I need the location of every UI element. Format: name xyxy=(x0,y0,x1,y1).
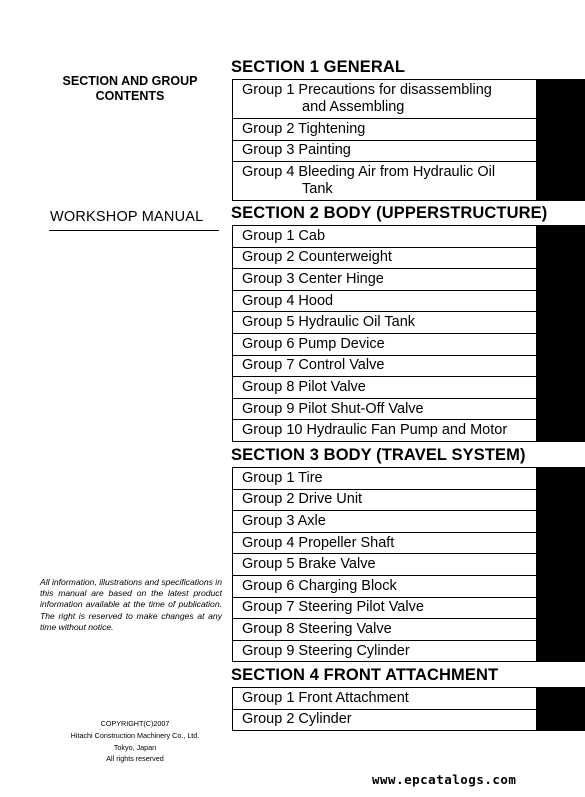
section-tab xyxy=(536,311,585,334)
section-4-heading: SECTION 4 FRONT ATTACHMENT xyxy=(231,666,499,684)
section-tab xyxy=(536,161,585,201)
workshop-manual-title: WORKSHOP MANUAL xyxy=(50,209,204,225)
group-label: Group 3 Center Hinge xyxy=(242,270,384,287)
group-row[interactable] xyxy=(232,140,585,163)
group-label: Group 5 Hydraulic Oil Tank xyxy=(242,314,416,331)
group-row[interactable] xyxy=(232,709,585,732)
section-tab xyxy=(536,640,585,663)
section-tab xyxy=(536,532,585,555)
group-label: Group 7 Control Valve xyxy=(242,357,385,374)
group-label: Group 1 Tire xyxy=(242,469,323,486)
group-label: Group 4 Hood xyxy=(242,292,334,309)
group-label: Group 8 Steering Valve xyxy=(242,620,392,637)
group-row[interactable] xyxy=(232,376,585,399)
group-label: Group 9 Pilot Shut-Off Valve xyxy=(242,400,424,417)
section-tab xyxy=(536,118,585,141)
disclaimer-text: All information, illustrations and specifications in this manual are based on the latest product information available at the time of publication. The right is reserved to make changes at any time without notice. xyxy=(40,577,222,632)
section-tab xyxy=(536,575,585,598)
group-row[interactable] xyxy=(232,553,585,576)
left-column xyxy=(0,0,225,797)
group-row[interactable] xyxy=(232,597,585,620)
group-label: Group 3 Axle xyxy=(242,512,326,529)
group-row[interactable] xyxy=(232,355,585,378)
title-line-2: CONTENTS xyxy=(95,89,165,103)
group-row[interactable] xyxy=(232,79,585,119)
section-tab xyxy=(536,510,585,533)
group-label: Group 6 Charging Block xyxy=(242,577,397,594)
group-label: Group 6 Pump Device xyxy=(242,335,385,352)
section-tab xyxy=(536,687,585,710)
group-label: Group 2 Counterweight xyxy=(242,249,392,266)
website-link[interactable]: www.epcatalogs.com xyxy=(372,772,517,787)
group-row[interactable] xyxy=(232,510,585,533)
section-3-groups xyxy=(232,467,585,662)
section-tab xyxy=(536,79,585,119)
section-tab xyxy=(536,618,585,641)
section-tab xyxy=(536,467,585,490)
group-label: Group 2 Tightening xyxy=(242,120,366,137)
title-underline xyxy=(49,230,219,231)
group-label: Group 1 Cab xyxy=(242,227,326,244)
group-label: Group 1 Front Attachment xyxy=(242,689,409,706)
copyright-line: All rights reserved xyxy=(106,754,164,764)
group-row[interactable] xyxy=(232,161,585,201)
section-tab xyxy=(536,290,585,313)
group-label: Group 8 Pilot Valve xyxy=(242,378,366,395)
section-tab xyxy=(536,398,585,421)
section-2-groups xyxy=(232,225,585,442)
group-row[interactable] xyxy=(232,575,585,598)
group-label: Group 4 Bleeding Air from Hydraulic Oil Tank xyxy=(242,164,496,198)
copyright-block xyxy=(40,718,230,765)
group-label: Group 10 Hydraulic Fan Pump and Motor xyxy=(242,422,508,439)
group-row[interactable] xyxy=(232,467,585,490)
section-tab xyxy=(536,225,585,248)
section-tab xyxy=(536,268,585,291)
group-label: Group 2 Cylinder xyxy=(242,711,352,728)
group-row[interactable] xyxy=(232,489,585,512)
section-tab xyxy=(536,419,585,442)
copyright-line: Hitachi Construction Machinery Co., Ltd. xyxy=(70,730,200,740)
group-label: Group 7 Steering Pilot Valve xyxy=(242,599,424,616)
group-row[interactable] xyxy=(232,290,585,313)
section-tab xyxy=(536,489,585,512)
group-row[interactable] xyxy=(232,247,585,270)
group-label: Group 5 Brake Valve xyxy=(242,556,376,573)
section-1-heading: SECTION 1 GENERAL xyxy=(231,58,406,76)
group-row[interactable] xyxy=(232,532,585,555)
section-tab xyxy=(536,355,585,378)
group-label: Group 2 Drive Unit xyxy=(242,491,363,508)
section-tab xyxy=(536,247,585,270)
group-row[interactable] xyxy=(232,640,585,663)
group-row[interactable] xyxy=(232,687,585,710)
section-tab xyxy=(536,597,585,620)
section-1-groups xyxy=(232,79,585,201)
copyright-line: COPYRIGHT(C)2007 xyxy=(100,719,170,728)
group-row[interactable] xyxy=(232,398,585,421)
group-row[interactable] xyxy=(232,268,585,291)
group-label: Group 9 Steering Cylinder xyxy=(242,642,410,659)
group-row[interactable] xyxy=(232,118,585,141)
copyright-line: Tokyo, Japan xyxy=(113,742,157,752)
section-3-heading: SECTION 3 BODY (TRAVEL SYSTEM) xyxy=(231,446,526,464)
section-group-contents-title xyxy=(40,74,220,104)
title-line-1: SECTION AND GROUP xyxy=(62,74,198,88)
section-tab xyxy=(536,553,585,576)
group-row[interactable] xyxy=(232,333,585,356)
section-2-heading: SECTION 2 BODY (UPPERSTRUCTURE) xyxy=(231,204,548,222)
group-row[interactable] xyxy=(232,618,585,641)
section-tab xyxy=(536,333,585,356)
group-row[interactable] xyxy=(232,225,585,248)
section-tab xyxy=(536,709,585,732)
section-tab xyxy=(536,376,585,399)
group-row[interactable] xyxy=(232,419,585,442)
group-row[interactable] xyxy=(232,311,585,334)
group-label: Group 4 Propeller Shaft xyxy=(242,534,395,551)
group-label: Group 3 Painting xyxy=(242,142,351,159)
section-4-groups xyxy=(232,687,585,731)
group-label: Group 1 Precautions for disassembling and Assembling xyxy=(242,82,492,115)
section-tab xyxy=(536,140,585,163)
